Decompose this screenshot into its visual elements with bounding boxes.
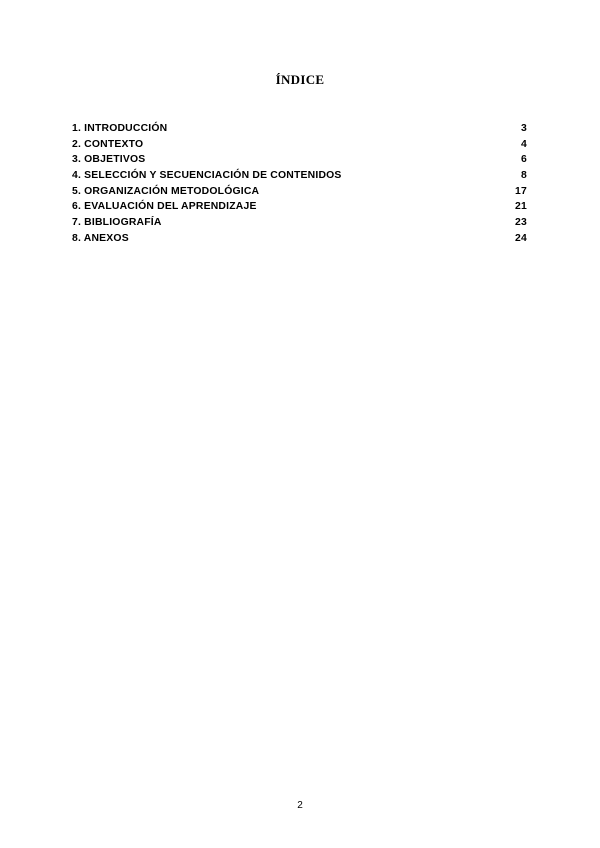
toc-entry-label: 3. OBJETIVOS (72, 154, 146, 166)
toc-entry-contexto[interactable] (72, 139, 527, 155)
toc-entry-label: 7. BIBLIOGRAFÍA (72, 217, 162, 229)
table-of-contents (72, 123, 527, 249)
toc-entry-page: 6 (521, 154, 527, 166)
toc-entry-label: 8. ANEXOS (72, 232, 129, 244)
toc-entry-page: 24 (515, 232, 527, 244)
toc-entry-introduccion[interactable] (72, 123, 527, 139)
toc-entry-objetivos[interactable] (72, 154, 527, 170)
toc-entry-evaluacion[interactable] (72, 201, 527, 217)
page-title: ÍNDICE (275, 72, 325, 87)
toc-entry-organizacion[interactable] (72, 186, 527, 202)
toc-entry-page: 21 (515, 201, 527, 213)
toc-entry-page: 23 (515, 217, 527, 229)
toc-entry-label: 2. CONTEXTO (72, 138, 144, 150)
toc-entry-page: 3 (521, 123, 527, 134)
toc-entry-contenidos[interactable] (72, 170, 527, 186)
toc-entry-label: 1. INTRODUCCIÓN (72, 123, 168, 134)
toc-entry-label: 4. SELECCIÓN Y SECUENCIACIÓN DE CONTENIDOS (72, 170, 342, 182)
toc-entry-page: 4 (521, 138, 527, 150)
toc-entry-bibliografia[interactable] (72, 217, 527, 233)
toc-entry-page: 8 (521, 170, 527, 182)
toc-entry-page: 17 (515, 185, 527, 197)
page-number: 2 (297, 800, 303, 811)
toc-entry-anexos[interactable] (72, 233, 527, 249)
toc-entry-label: 6. EVALUACIÓN DEL APRENDIZAJE (72, 201, 257, 213)
toc-entry-label: 5. ORGANIZACIÓN METODOLÓGICA (72, 185, 260, 197)
